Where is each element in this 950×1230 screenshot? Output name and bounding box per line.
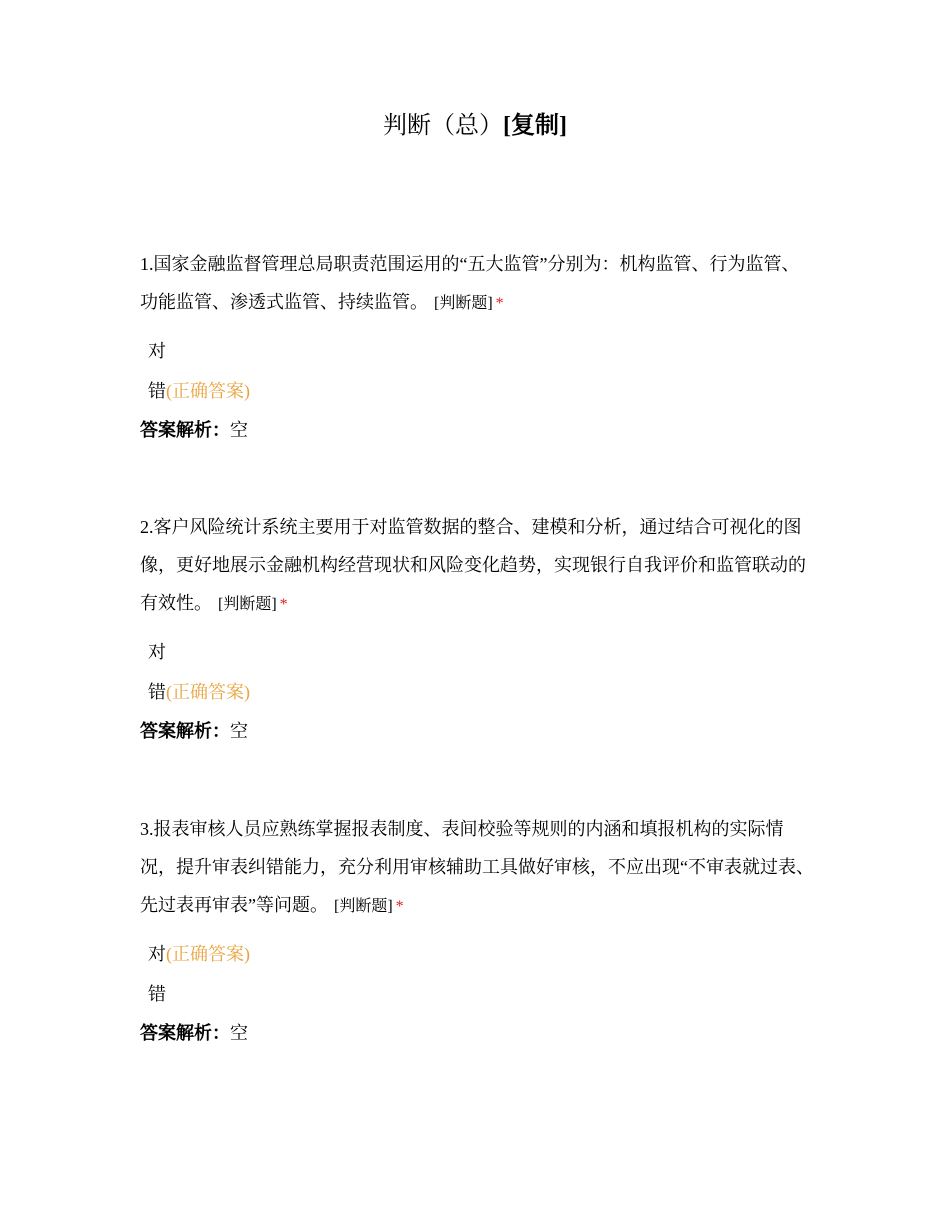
answer-analysis	[140, 712, 815, 750]
page-title-text: 判断（总）	[383, 113, 503, 139]
copy-link[interactable]: [复制]	[503, 113, 567, 139]
question-text	[140, 245, 815, 323]
question-stem: 3.报表审核人员应熟练掌握报表制度、表间校验等规则的内涵和填报机构的实际情况，提升审表纠错能力，充分利用审核辅助工具做好审核，不应出现“不审表就过表、先过表再审表”等问题。	[140, 819, 814, 915]
option-true	[140, 934, 815, 974]
correct-answer-tag: (正确答案)	[166, 682, 250, 702]
analysis-value: 空	[230, 1023, 248, 1043]
analysis-value: 空	[230, 721, 248, 741]
option-label: 错	[148, 381, 166, 401]
question-2	[140, 508, 815, 750]
option-label: 错	[148, 984, 166, 1004]
required-star: *	[395, 898, 404, 915]
required-star: *	[279, 596, 288, 613]
question-text	[140, 810, 815, 926]
option-false	[140, 974, 815, 1014]
correct-answer-tag: (正确答案)	[166, 381, 250, 401]
question-type-tag: [判断题]	[434, 295, 493, 312]
option-true	[140, 331, 815, 371]
option-true	[140, 632, 815, 672]
option-false	[140, 371, 815, 411]
page-title	[0, 110, 950, 142]
option-label: 对	[148, 642, 166, 662]
option-label: 对	[148, 341, 166, 361]
option-false	[140, 672, 815, 712]
question-type-tag: [判断题]	[334, 898, 393, 915]
question-text	[140, 508, 815, 624]
question-stem: 2.客户风险统计系统主要用于对监管数据的整合、建模和分析，通过结合可视化的图像，更好地展示金融机构经营现状和风险变化趋势，实现银行自我评价和监管联动的有效性。	[140, 517, 806, 613]
question-3	[140, 810, 815, 1052]
correct-answer-tag: (正确答案)	[166, 944, 250, 964]
question-stem: 1.国家金融监督管理总局职责范围运用的“五大监管”分别为：机构监管、行为监管、功能监管、渗透式监管、持续监管。	[140, 254, 800, 312]
option-label: 错	[148, 682, 166, 702]
question-type-tag: [判断题]	[218, 596, 277, 613]
answer-analysis	[140, 1014, 815, 1052]
question-1	[140, 245, 815, 449]
analysis-label: 答案解析：	[140, 1023, 230, 1043]
option-label: 对	[148, 944, 166, 964]
analysis-label: 答案解析：	[140, 420, 230, 440]
required-star: *	[495, 295, 504, 312]
answer-analysis	[140, 411, 815, 449]
analysis-value: 空	[230, 420, 248, 440]
analysis-label: 答案解析：	[140, 721, 230, 741]
